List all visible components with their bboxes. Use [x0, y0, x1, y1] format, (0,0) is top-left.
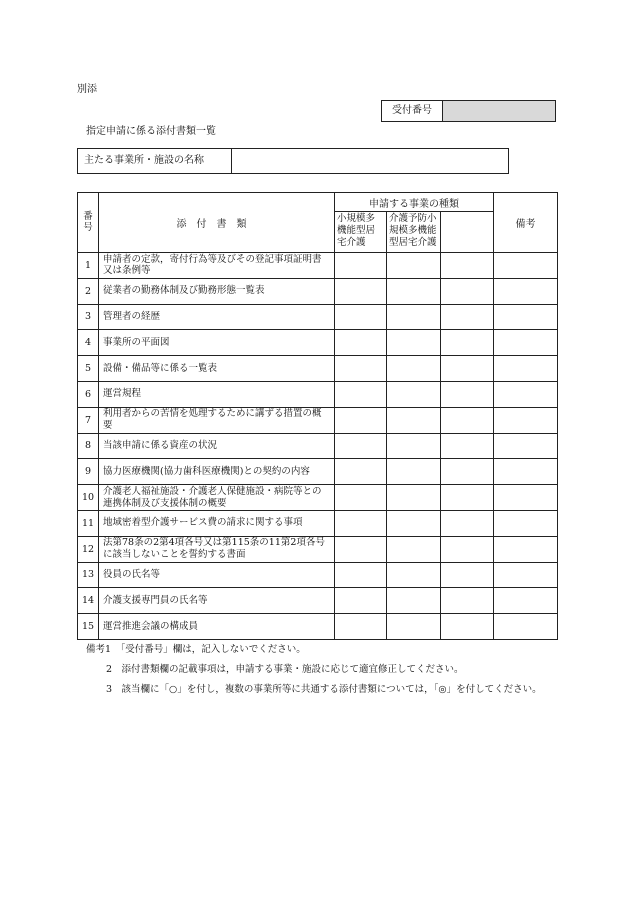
row-document: 運営推進会議の構成員	[99, 614, 335, 640]
check-cell[interactable]	[335, 381, 387, 407]
note-1: 備考1 「受付番号」欄は，記入しないでください。	[86, 644, 306, 655]
remarks-cell[interactable]	[494, 485, 558, 511]
row-number: 2	[78, 278, 99, 304]
header-documents: 添付書類	[99, 193, 335, 253]
check-cell[interactable]	[335, 407, 387, 433]
receipt-number-field[interactable]	[443, 101, 555, 121]
row-document: 事業所の平面図	[99, 330, 335, 356]
row-document: 地域密着型介護サービス費の請求に関する事項	[99, 510, 335, 536]
row-number: 6	[78, 381, 99, 407]
row-document: 介護老人福祉施設・介護老人保健施設・病院等との連携体制及び支援体制の概要	[99, 485, 335, 511]
row-number: 10	[78, 485, 99, 511]
check-cell[interactable]	[387, 356, 441, 382]
remarks-notes	[86, 642, 556, 698]
row-document: 法第78条の2第4項各号又は第115条の11第2項各号に該当しないことを誓約する書面	[99, 536, 335, 562]
remarks-cell[interactable]	[494, 381, 558, 407]
receipt-number-box	[381, 100, 556, 122]
remarks-cell[interactable]	[494, 614, 558, 640]
remarks-cell[interactable]	[494, 356, 558, 382]
remarks-cell[interactable]	[494, 536, 558, 562]
row-number: 5	[78, 356, 99, 382]
check-cell[interactable]	[335, 330, 387, 356]
check-cell[interactable]	[387, 510, 441, 536]
header-service-2: 介護予防小規模多機能型居宅介護	[387, 212, 441, 253]
row-number: 8	[78, 433, 99, 459]
check-cell[interactable]	[335, 356, 387, 382]
check-cell[interactable]	[387, 485, 441, 511]
check-cell[interactable]	[387, 304, 441, 330]
remarks-cell[interactable]	[494, 407, 558, 433]
check-cell[interactable]	[387, 562, 441, 588]
note-2: 2 添付書類欄の記載事項は，申請する事業・施設に応じて適宜修正してください。	[106, 664, 464, 676]
row-number: 1	[78, 253, 99, 279]
remarks-cell[interactable]	[494, 304, 558, 330]
row-document: 設備・備品等に係る一覧表	[99, 356, 335, 382]
remarks-cell[interactable]	[494, 433, 558, 459]
check-cell[interactable]	[441, 588, 494, 614]
table-row	[78, 356, 558, 382]
header-number	[78, 193, 99, 253]
table-row	[78, 433, 558, 459]
check-cell[interactable]	[335, 588, 387, 614]
row-number: 11	[78, 510, 99, 536]
table-row	[78, 562, 558, 588]
attachment-table	[77, 192, 558, 640]
row-document: 管理者の経歴	[99, 304, 335, 330]
check-cell[interactable]	[387, 433, 441, 459]
check-cell[interactable]	[441, 510, 494, 536]
check-cell[interactable]	[441, 304, 494, 330]
check-cell[interactable]	[335, 510, 387, 536]
check-cell[interactable]	[387, 459, 441, 485]
check-cell[interactable]	[387, 381, 441, 407]
check-cell[interactable]	[335, 562, 387, 588]
check-cell[interactable]	[387, 536, 441, 562]
remarks-cell[interactable]	[494, 330, 558, 356]
check-cell[interactable]	[441, 253, 494, 279]
row-number: 3	[78, 304, 99, 330]
check-cell[interactable]	[335, 433, 387, 459]
remarks-cell[interactable]	[494, 253, 558, 279]
header-service-1: 小規模多機能型居宅介護	[335, 212, 387, 253]
header-remarks: 備考	[494, 193, 558, 253]
remarks-cell[interactable]	[494, 510, 558, 536]
row-number: 13	[78, 562, 99, 588]
check-cell[interactable]	[335, 485, 387, 511]
facility-name-field[interactable]	[232, 149, 508, 173]
check-cell[interactable]	[441, 459, 494, 485]
check-cell[interactable]	[441, 407, 494, 433]
table-row	[78, 614, 558, 640]
remarks-cell[interactable]	[494, 278, 558, 304]
row-number: 15	[78, 614, 99, 640]
row-document: 利用者からの苦情を処理するために講ずる措置の概要	[99, 407, 335, 433]
table-row	[78, 485, 558, 511]
check-cell[interactable]	[335, 278, 387, 304]
row-number: 4	[78, 330, 99, 356]
check-cell[interactable]	[387, 407, 441, 433]
note-3: 3 該当欄に「○」を付し，複数の事業所等に共通する添付書類については，「◎」を付してください。	[106, 684, 542, 696]
check-cell[interactable]	[441, 614, 494, 640]
check-cell[interactable]	[387, 330, 441, 356]
check-cell[interactable]	[441, 562, 494, 588]
check-cell[interactable]	[441, 330, 494, 356]
document-title: 指定申請に係る添付書類一覧	[86, 126, 216, 137]
check-cell[interactable]	[441, 536, 494, 562]
check-cell[interactable]	[335, 304, 387, 330]
table-row	[78, 330, 558, 356]
row-document: 当該申請に係る資産の状況	[99, 433, 335, 459]
header-number-label: 番号	[83, 211, 93, 233]
facility-name-label: 主たる事業所・施設の名称	[78, 149, 232, 173]
check-cell[interactable]	[335, 459, 387, 485]
table-row	[78, 459, 558, 485]
row-number: 9	[78, 459, 99, 485]
row-document: 役員の氏名等	[99, 562, 335, 588]
table-row	[78, 381, 558, 407]
row-document: 運営規程	[99, 381, 335, 407]
table-row	[78, 278, 558, 304]
check-cell[interactable]	[335, 536, 387, 562]
row-document: 協力医療機関(協力歯科医療機関)との契約の内容	[99, 459, 335, 485]
remarks-cell[interactable]	[494, 562, 558, 588]
check-cell[interactable]	[387, 588, 441, 614]
row-number: 14	[78, 588, 99, 614]
row-number: 7	[78, 407, 99, 433]
row-document: 申請者の定款，寄付行為等及びその登記事項証明書又は条例等	[99, 253, 335, 279]
check-cell[interactable]	[335, 614, 387, 640]
appendix-label: 別添	[77, 84, 97, 95]
row-number: 12	[78, 536, 99, 562]
header-service-3	[441, 212, 494, 253]
table-row	[78, 253, 558, 279]
remarks-cell[interactable]	[494, 588, 558, 614]
table-row	[78, 588, 558, 614]
header-business-type: 申請する事業の種類	[335, 193, 494, 212]
remarks-cell[interactable]	[494, 459, 558, 485]
row-document: 介護支援専門員の氏名等	[99, 588, 335, 614]
check-cell[interactable]	[441, 381, 494, 407]
check-cell[interactable]	[387, 614, 441, 640]
check-cell[interactable]	[387, 278, 441, 304]
table-row	[78, 536, 558, 562]
check-cell[interactable]	[441, 433, 494, 459]
row-document: 従業者の勤務体制及び勤務形態一覧表	[99, 278, 335, 304]
table-row	[78, 510, 558, 536]
check-cell[interactable]	[441, 278, 494, 304]
check-cell[interactable]	[441, 356, 494, 382]
check-cell[interactable]	[335, 253, 387, 279]
facility-name-box	[77, 148, 509, 174]
receipt-number-label: 受付番号	[382, 101, 443, 121]
check-cell[interactable]	[387, 253, 441, 279]
table-row	[78, 407, 558, 433]
check-cell[interactable]	[441, 485, 494, 511]
table-row	[78, 304, 558, 330]
